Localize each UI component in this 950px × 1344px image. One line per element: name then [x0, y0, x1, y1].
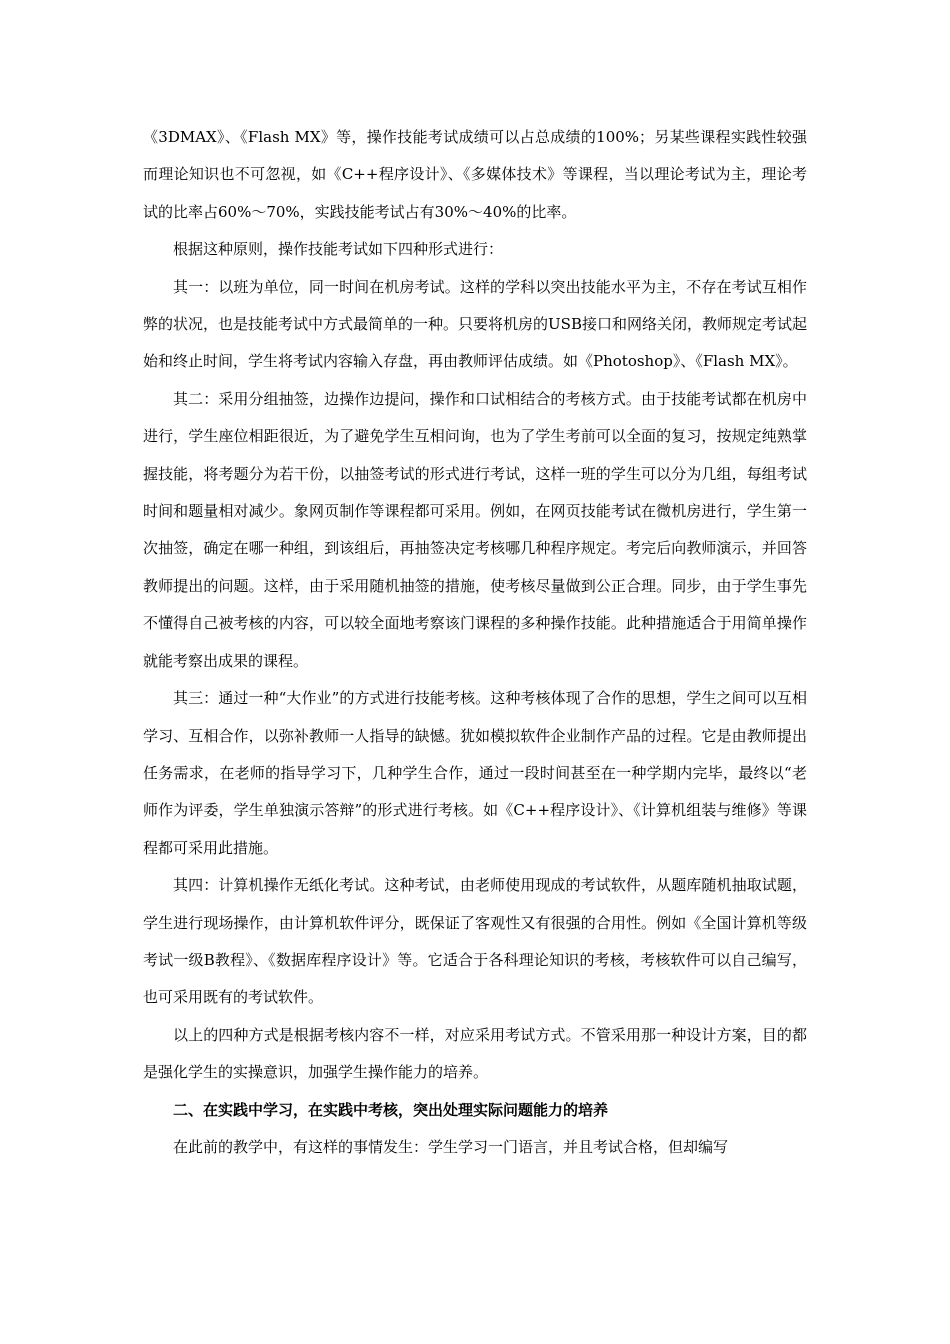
paragraph-method-one: 其一：以班为单位，同一时间在机房考试。这样的学科以突出技能水平为主，不存在考试互相作弊的状况，也是技能考试中方式最简单的一种。只要将机房的USB接口和网络关闭，教师规定考试起始和终止时间，学生将考试内容输入存盘，再由教师评估成绩。如《Photoshop》、《Flash MX》。 [143, 277, 807, 371]
paragraph-section-start: 在此前的教学中，有这样的事情发生：学生学习一门语言，并且考试合格，但却编写 [173, 1137, 729, 1156]
paragraph-intro-continued: 《3DMAX》、《Flash MX》等，操作技能考试成绩可以占总成绩的100%；另某些课程实践性较强而理论知识也不可忽视，如《C++程序设计》、《多媒体技术》等课程，当以理论考试为主，理论考试的比率占60%～70%，实践技能考试占有30%～40%的比率。 [143, 128, 807, 221]
document-body [143, 119, 807, 1166]
paragraph-method-three: 其三：通过一种“大作业”的方式进行技能考核。这种考核体现了合作的思想，学生之间可以互相学习、互相合作，以弥补教师一人指导的缺憾。犹如模拟软件企业制作产品的过程。它是由教师提出任务需求，在老师的指导学习下，几种学生合作，通过一段时间甚至在一种学期内完毕，最终以“老师作为评委，学生单独演示答辩”的形式进行考核。如《C++程序设计》、《计算机组装与维修》等课程都可采用此措施。 [143, 689, 807, 857]
section-heading: 二、在实践中学习，在实践中考核，突出处理实际问题能力的培养 [173, 1100, 609, 1119]
paragraph-method-two: 其二：采用分组抽签，边操作边提问，操作和口试相结合的考核方式。由于技能考试都在机房中进行，学生座位相距很近，为了避免学生互相问询，也为了学生考前可以全面的复习，按规定纯熟掌握技能，将考题分为若干份，以抽签考试的形式进行考试，这样一班的学生可以分为几组，每组考试时间和题量相对减少。象网页制作等课程都可采用。例如，在网页技能考试在微机房进行，学生第一次抽签，确定在哪一种组，到该组后，再抽签决定考核哪几种程序规定。考完后向教师演示，并回答教师提出的问题。这样，由于采用随机抽签的措施，使考核尽量做到公正合理。同步，由于学生事先不懂得自己被考核的内容，可以较全面地考察该门课程的多种操作技能。此种措施适合于用简单操作就能考察出成果的课程。 [143, 389, 807, 670]
paragraph-summary: 以上的四种方式是根据考核内容不一样，对应采用考试方式。不管采用那一种设计方案，目的都是强化学生的实操意识，加强学生操作能力的培养。 [143, 1025, 807, 1082]
paragraph-principle: 根据这种原则，操作技能考试如下四种形式进行： [173, 240, 504, 259]
paragraph-method-four: 其四：计算机操作无纸化考试。这种考试，由老师使用现成的考试软件，从题库随机抽取试题，学生进行现场操作，由计算机软件评分，既保证了客观性又有很强的合用性。例如《全国计算机等级考试一级B教程》、《数据库程序设计》等。它适合于各科理论知识的考核，考核软件可以自己编写，也可采用既有的考试软件。 [143, 876, 807, 1007]
